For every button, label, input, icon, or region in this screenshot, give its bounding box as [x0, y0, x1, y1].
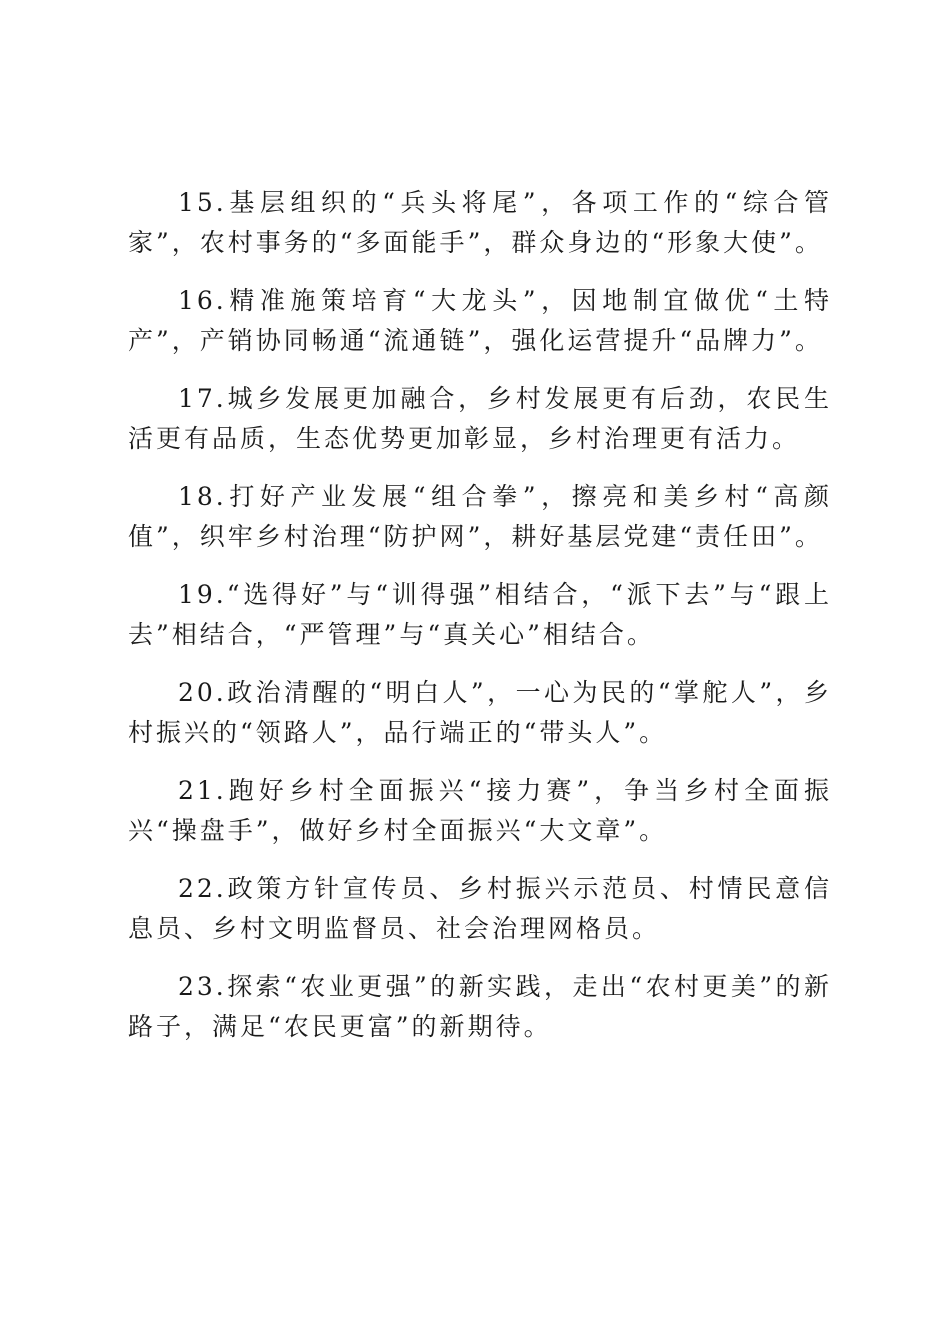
paragraph-18: 18.打好产业发展“组合拳”，擦亮和美乡村“高颜值”，织牢乡村治理“防护网”，耕好基层党建“责任田”。 — [128, 482, 832, 551]
paragraph-23: 23.探索“农业更强”的新实践，走出“农村更美”的新路子，满足“农民更富”的新期待。 — [128, 972, 832, 1041]
paragraph-22: 22.政策方针宣传员、乡村振兴示范员、村情民意信息员、乡村文明监督员、社会治理网格员。 — [128, 874, 832, 943]
paragraph-19: 19.“选得好”与“训得强”相结合，“派下去”与“跟上去”相结合，“严管理”与“真关心”相结合。 — [128, 580, 832, 649]
paragraph-21: 21.跑好乡村全面振兴“接力赛”，争当乡村全面振兴“操盘手”，做好乡村全面振兴“大文章”。 — [128, 776, 832, 845]
paragraph-20: 20.政治清醒的“明白人”，一心为民的“掌舵人”，乡村振兴的“领路人”，品行端正的“带头人”。 — [128, 678, 832, 747]
document-body — [128, 183, 832, 1065]
paragraph-15: 15.基层组织的“兵头将尾”，各项工作的“综合管家”，农村事务的“多面能手”，群众身边的“形象大使”。 — [128, 188, 832, 257]
paragraph-16: 16.精准施策培育“大龙头”，因地制宜做优“土特产”，产销协同畅通“流通链”，强化运营提升“品牌力”。 — [128, 286, 832, 355]
paragraph-17: 17.城乡发展更加融合，乡村发展更有后劲，农民生活更有品质，生态优势更加彰显，乡村治理更有活力。 — [128, 384, 832, 453]
